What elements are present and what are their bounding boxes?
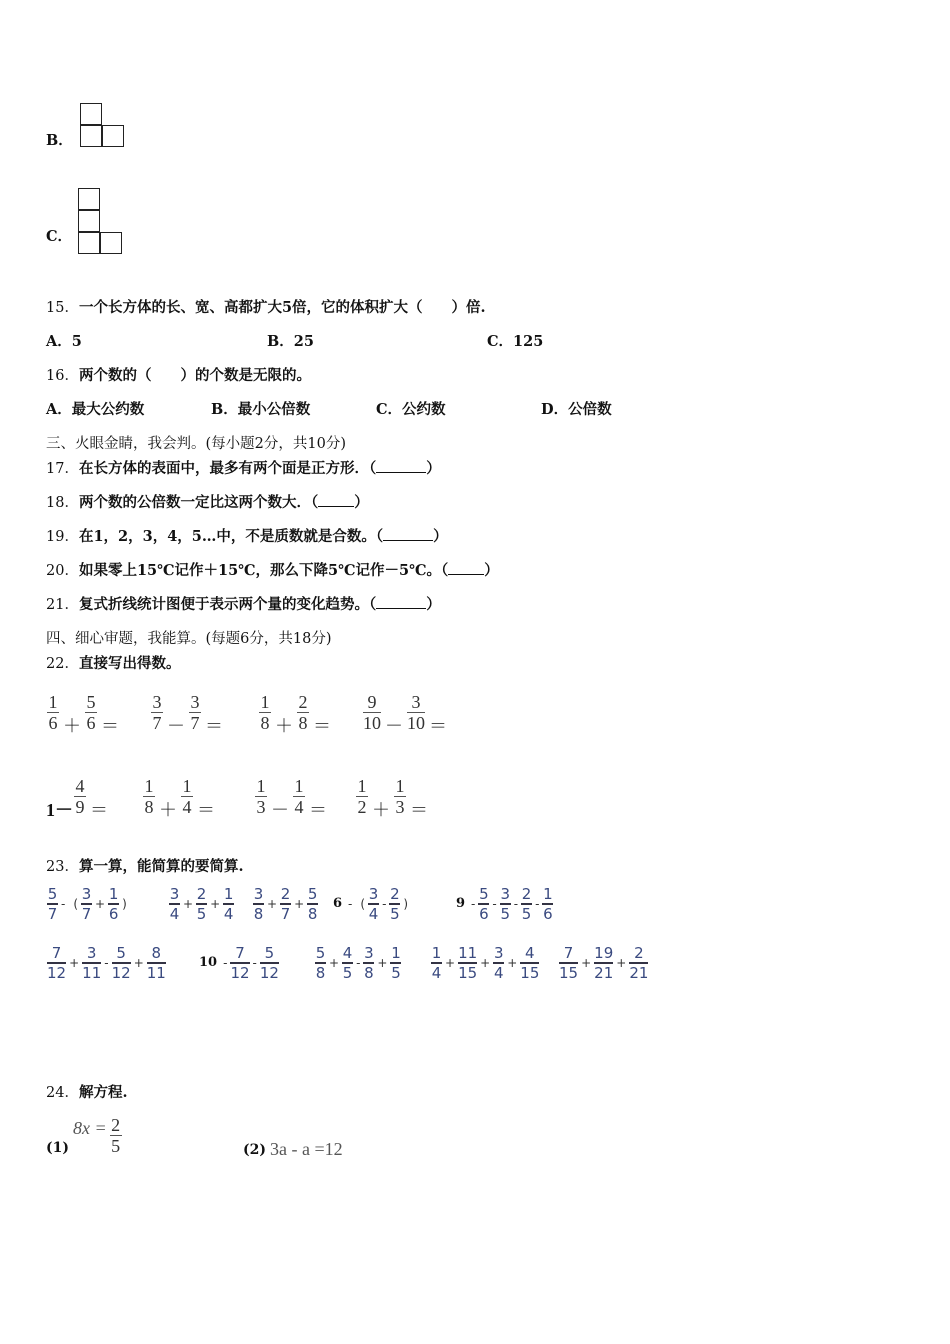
close-paren: ） (426, 460, 441, 477)
question-number: 21． (46, 597, 79, 613)
fraction: $\frac{1}{4}$ (294, 775, 304, 817)
fraction: 3 8 (364, 944, 374, 982)
fraction: 2 21 (629, 944, 649, 982)
q22-expr-5: 1－ $\frac{4}{9}$ ＝ (46, 775, 108, 820)
fraction: 7 12 (47, 944, 67, 982)
question-19 (46, 525, 448, 546)
q23-expr-8: 5 8 + 4 5 - 3 8 + 1 5 (315, 944, 401, 982)
question-number: 22． (46, 656, 79, 672)
question-number: 24． (46, 1085, 79, 1101)
answer-blank[interactable] (376, 596, 426, 609)
q22-expr-3: $\frac{1}{8}$ ＋ $\frac{2}{8}$ ＝ (260, 691, 331, 736)
question-number: 15． (46, 300, 79, 316)
question-text: 复式折线统计图便于表示两个量的变化趋势。（ (78, 596, 377, 613)
fraction: 8 11 (146, 944, 166, 982)
figure-square (100, 232, 122, 254)
fraction: 5 6 (479, 885, 489, 923)
fraction: 5 8 (315, 944, 326, 982)
question-text: 在长方体的表面中，最多有两个面是正方形．（ (78, 460, 377, 477)
fraction: 7 12 (230, 944, 250, 982)
fraction: 2 5 (196, 885, 207, 923)
close-paren: ） (426, 596, 441, 613)
fraction: 3 4 (368, 885, 379, 923)
q15-option-c: C．125 (487, 333, 544, 350)
fraction: 5 7 (47, 885, 58, 923)
question-17 (46, 457, 441, 478)
fraction: 5 8 (307, 885, 318, 923)
question-text: 直接写出得数。 (78, 655, 181, 672)
fraction: 19 21 (594, 944, 614, 982)
fraction: 3 5 (500, 885, 510, 923)
fraction: 2 7 (280, 885, 291, 923)
fraction: $\frac{1}{3}$ (395, 775, 405, 817)
fraction: $\frac{3}{7}$ (190, 691, 200, 733)
fraction: 1 4 (223, 885, 234, 923)
q22-expr-8: $\frac{1}{2}$ ＋ $\frac{1}{3}$ ＝ (357, 775, 428, 820)
figure-square (102, 125, 124, 147)
q15-option-a: A．5 (46, 333, 82, 350)
q23-expr-5: 9 - 5 6 - 3 5 - 2 5 - 1 6 (456, 885, 553, 923)
figure-square (78, 210, 100, 232)
q23-expr-2: 3 4 + 2 5 + 1 4 (169, 885, 234, 923)
q23-expr-1: 5 7 - ( 3 7 + 1 6 ) (47, 885, 127, 923)
question-22 (46, 652, 180, 673)
question-number: 20． (46, 563, 79, 579)
q23-expr-10: 7 15 + 19 21 + 2 21 (559, 944, 649, 982)
q23-expr-6: 7 12 + 3 11 - 5 12 + 8 11 (47, 944, 166, 982)
fraction: 1 5 (391, 944, 401, 982)
question-text: 如果零上15℃记作＋15℃，那么下降5℃记作－5℃。（ (78, 562, 449, 579)
fraction: 2 5 (521, 885, 532, 923)
close-paren: ） (354, 494, 369, 511)
q22-expr-2: $\frac{3}{7}$ － $\frac{3}{7}$ ＝ (152, 691, 223, 736)
fraction: $\frac{2}{8}$ (298, 691, 308, 733)
question-number: 17． (46, 461, 79, 477)
q15-option-b: B．25 (267, 333, 314, 350)
fraction: 3 8 (253, 885, 264, 923)
fraction: $\frac{1}{3}$ (256, 775, 266, 817)
question-21 (46, 593, 441, 614)
fraction: 5 12 (259, 944, 279, 982)
q16-option-b: B．最小公倍数 (211, 401, 311, 418)
q24-part-2: (2) 3a - a =12 (243, 1139, 343, 1159)
question-text: 解方程. (78, 1084, 128, 1101)
option-b-label: B． (46, 132, 73, 149)
answer-blank[interactable] (376, 460, 426, 473)
figure-square (78, 188, 100, 210)
question-number: 19． (46, 529, 79, 545)
section-4-title: 四、细心审题，我能算。(每题6分，共18分) (46, 631, 332, 647)
fraction: $\frac{3}{10}$ (407, 691, 425, 733)
fraction: $\frac{1}{2}$ (357, 775, 367, 817)
q22-expr-1: $\frac{1}{6}$ ＋ $\frac{5}{6}$ ＝ (48, 691, 119, 736)
fraction: 4 15 (520, 944, 540, 982)
section-3-title: 三、火眼金睛，我会判。(每小题2分，共10分) (46, 436, 346, 452)
fraction: 4 5 (342, 944, 353, 982)
option-c-label: C． (46, 228, 73, 245)
fraction: $\frac{4}{9}$ (75, 775, 85, 817)
fraction: $\frac{1}{8}$ (144, 775, 154, 817)
fraction: $\frac{1}{4}$ (182, 775, 192, 817)
fraction: $\frac{3}{7}$ (152, 691, 162, 733)
question-text: 两个数的公倍数一定比这两个数大．（ (78, 494, 319, 511)
answer-blank[interactable] (383, 528, 433, 541)
close-paren: ） (484, 562, 499, 579)
question-18 (46, 491, 369, 512)
q22-expr-6: $\frac{1}{8}$ ＋ $\frac{1}{4}$ ＝ (144, 775, 215, 820)
question-24 (46, 1081, 128, 1102)
fraction: 3 4 (169, 885, 180, 923)
fraction: 3 4 (493, 944, 504, 982)
q23-expr-3: 3 8 + 2 7 + 5 8 (253, 885, 318, 923)
question-text: 一个长方体的长、宽、高都扩大5倍，它的体积扩大（ ）倍. (78, 299, 486, 316)
question-text: 在1，2，3，4，5…中，不是质数就是合数。（ (78, 528, 384, 545)
fraction: $\frac{9}{10}$ (363, 691, 381, 733)
q16-option-c: C．公约数 (376, 401, 446, 418)
question-number: 16． (46, 368, 79, 384)
question-15 (46, 296, 486, 317)
fraction: 11 15 (458, 944, 478, 982)
answer-blank[interactable] (448, 562, 484, 575)
fraction: 3 11 (82, 944, 102, 982)
figure-square (80, 103, 102, 125)
fraction: 5 12 (111, 944, 131, 982)
fraction: $\frac{1}{8}$ (260, 691, 270, 733)
q16-option-a: A．最大公约数 (46, 401, 145, 418)
q23-expr-4: 6 - ( 3 4 - 2 5 ) (333, 885, 409, 923)
question-20 (46, 559, 499, 580)
fraction: $\frac{1}{6}$ (48, 691, 58, 733)
q16-option-d: D．公倍数 (541, 401, 612, 418)
fraction: $\frac{2}{5}$ (111, 1114, 121, 1156)
q23-expr-9: 1 4 + 11 15 + 3 4 + 4 15 (431, 944, 540, 982)
q24-part-1: (1) 8x = $\frac{2}{5}$ (46, 1114, 121, 1156)
fraction: 7 15 (559, 944, 579, 982)
question-number: 23． (46, 859, 79, 875)
answer-blank[interactable] (318, 494, 354, 507)
q22-expr-7: $\frac{1}{3}$ － $\frac{1}{4}$ ＝ (256, 775, 327, 820)
figure-square (78, 232, 100, 254)
fraction: 1 6 (108, 885, 119, 923)
fraction: $\frac{5}{6}$ (86, 691, 96, 733)
question-text: 算一算，能简算的要简算. (78, 858, 244, 875)
fraction: 2 5 (390, 885, 400, 923)
fraction: 1 6 (543, 885, 553, 923)
question-number: 18． (46, 495, 79, 511)
question-text: 两个数的（ ）的个数是无限的。 (78, 367, 311, 384)
figure-square (80, 125, 102, 147)
q23-expr-7: 10 - 7 12 - 5 12 (199, 944, 279, 982)
fraction: 3 7 (81, 885, 92, 923)
question-23 (46, 855, 244, 876)
close-paren: ） (433, 528, 448, 545)
question-16 (46, 364, 311, 385)
q22-expr-4: $\frac{9}{10}$ － $\frac{3}{10}$ ＝ (363, 691, 447, 736)
fraction: 1 4 (431, 944, 442, 982)
